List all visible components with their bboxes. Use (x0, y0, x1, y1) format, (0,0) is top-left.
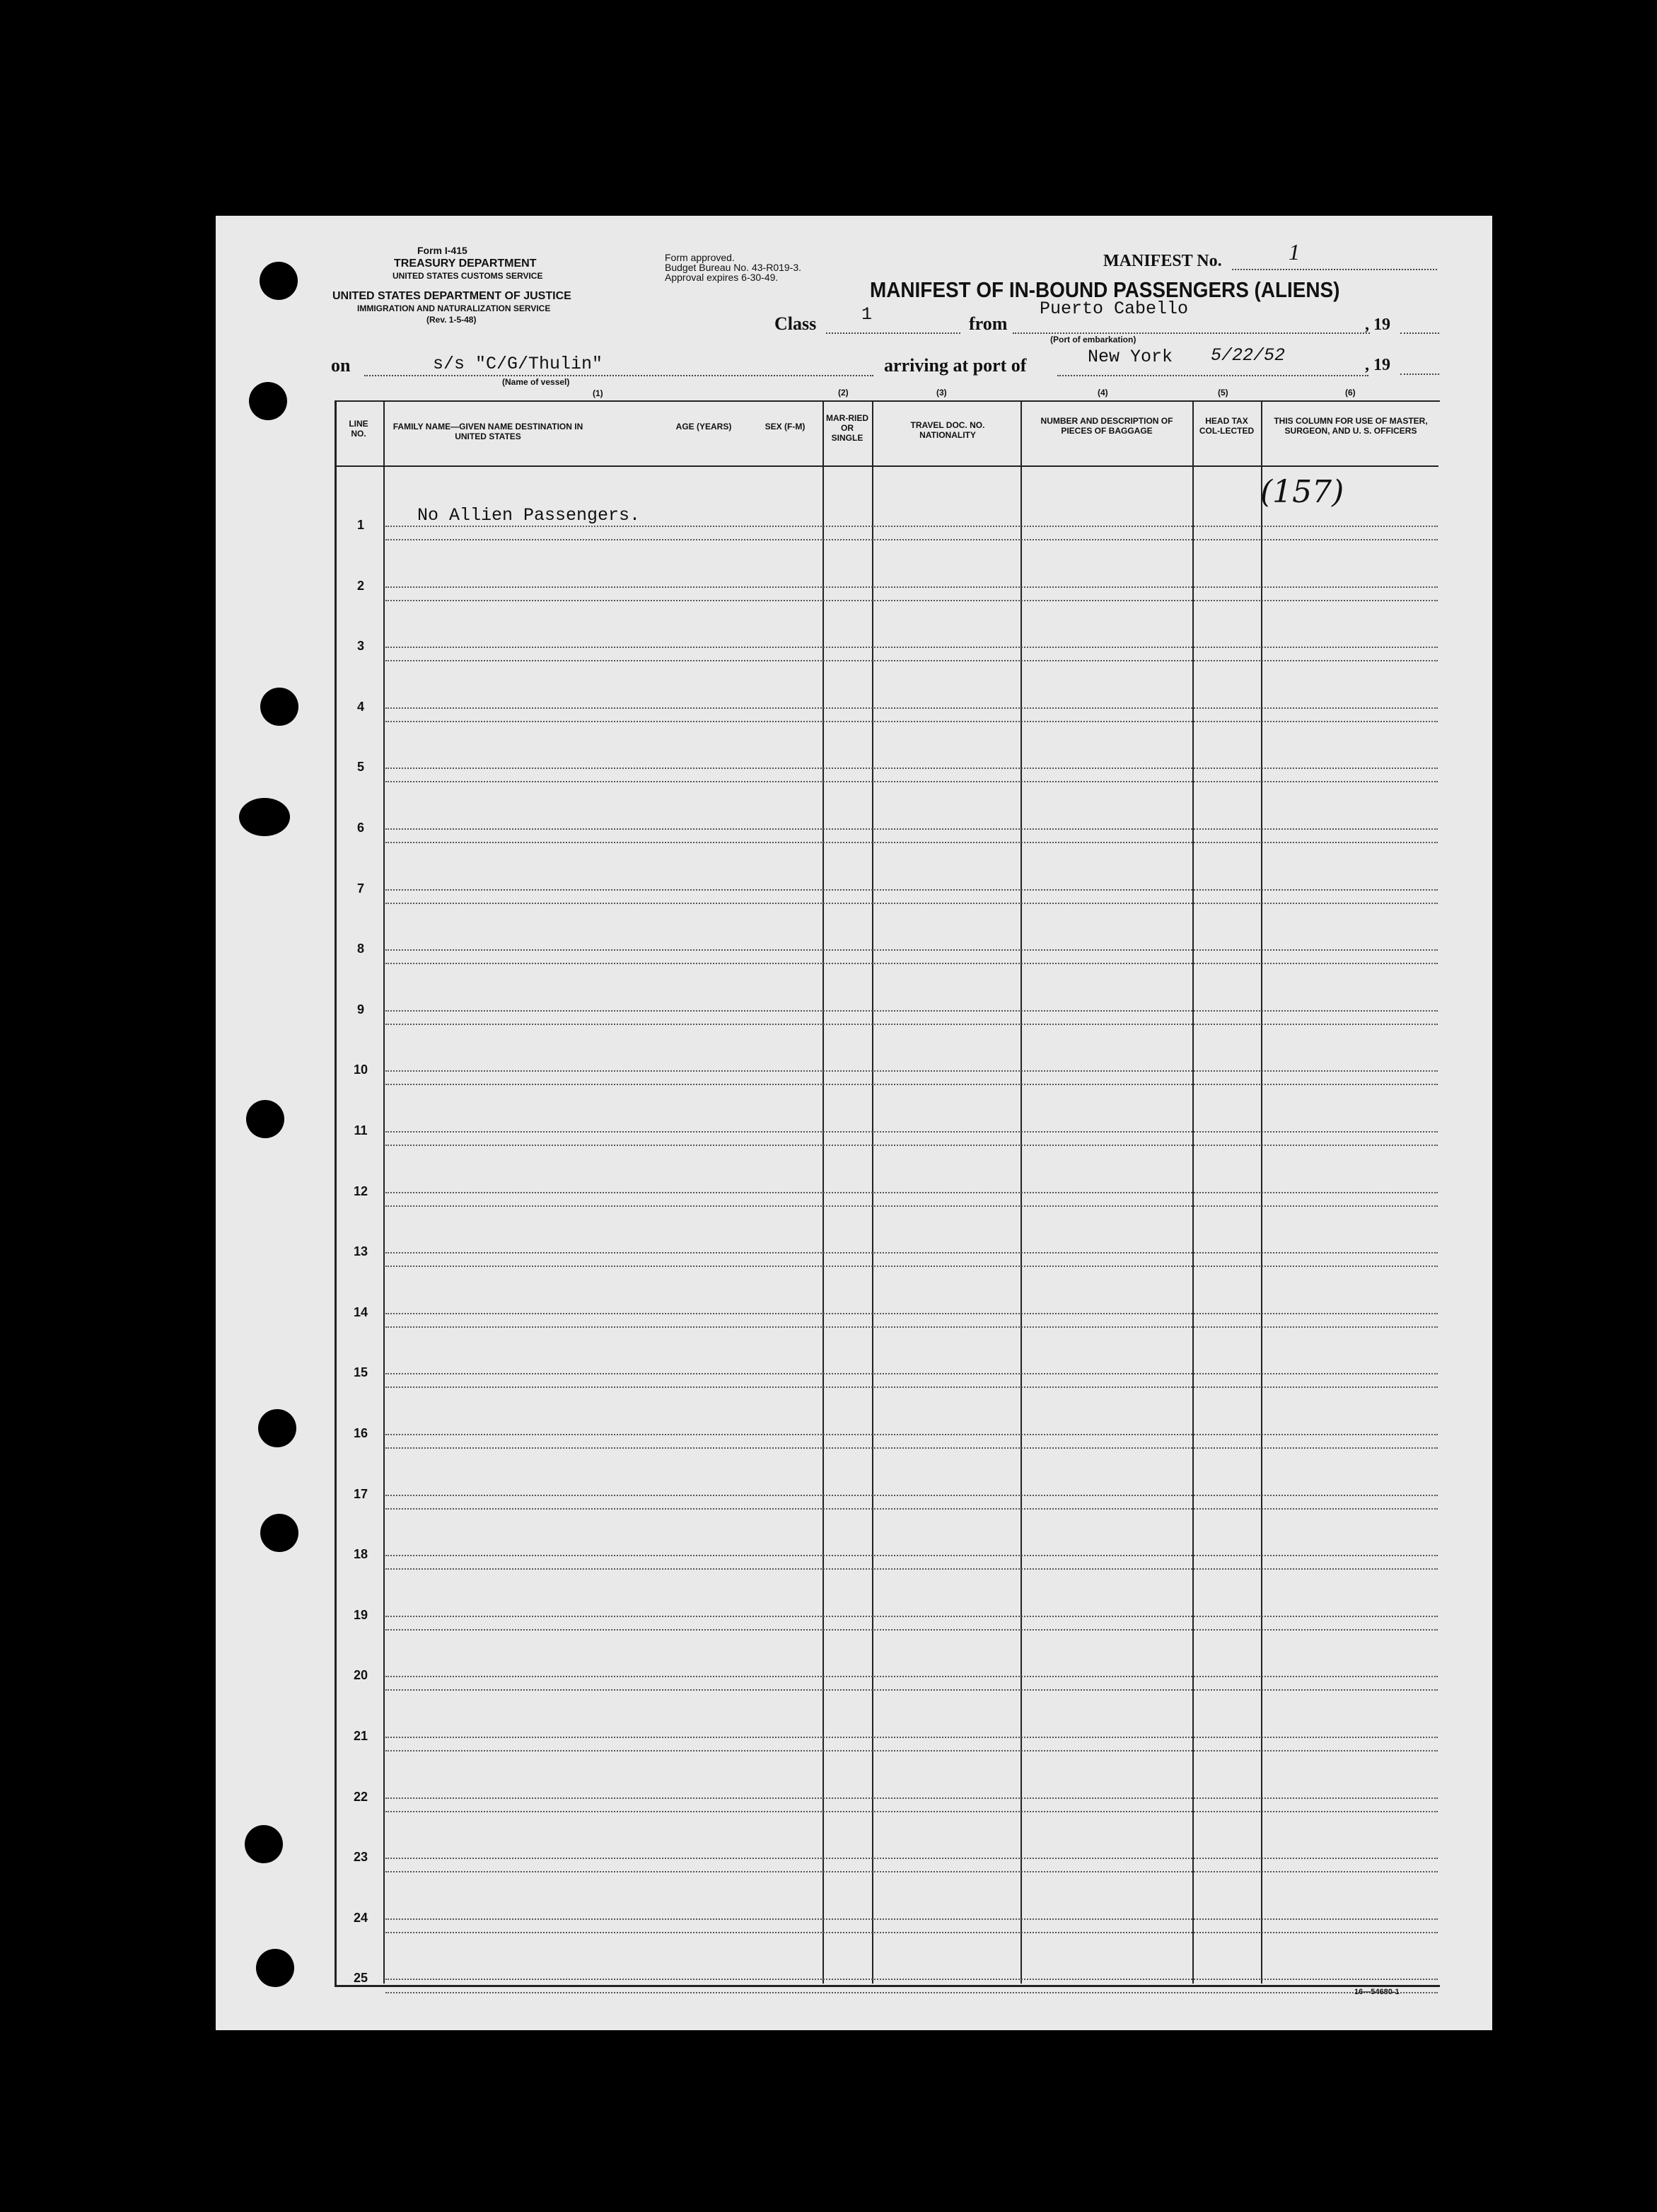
column-number-3: (3) (936, 388, 947, 398)
row-subline (385, 842, 1438, 843)
class-line (826, 332, 960, 334)
binder-hole (260, 1514, 298, 1552)
row-number: 21 (353, 1729, 368, 1743)
row-subline (385, 1326, 1438, 1328)
row-entry: No Allien Passengers. (417, 505, 641, 526)
row-subline (385, 1750, 1438, 1751)
vessel-name: s/s "C/G/Thulin" (433, 354, 603, 374)
row-subline (385, 1386, 1438, 1388)
row-subline (385, 1871, 1438, 1872)
row-number: 20 (353, 1668, 368, 1682)
header-line-no: LINE NO. (349, 419, 368, 439)
arrival-line (1057, 375, 1368, 376)
approval-expiry: Approval expires 6-30-49. (665, 272, 779, 283)
row-number: 3 (356, 639, 364, 653)
row-number: 14 (353, 1305, 368, 1319)
manifest-no-label: MANIFEST No. (1103, 252, 1222, 270)
row-number: 18 (353, 1547, 368, 1561)
row-line (385, 586, 1438, 588)
row-line (385, 1616, 1438, 1617)
row-subline (385, 1266, 1438, 1267)
header-age: AGE (YEARS) (675, 422, 732, 432)
from-value: Puerto Cabello (1040, 299, 1189, 319)
port-embarkation-caption: (Port of embarkation) (1050, 335, 1136, 344)
row-number: 12 (353, 1184, 368, 1198)
vessel-caption: (Name of vessel) (502, 377, 570, 387)
row-number: 10 (353, 1062, 368, 1077)
passenger-table (335, 400, 1440, 1987)
column-number-5: (5) (1218, 388, 1228, 398)
row-subline (385, 600, 1438, 601)
row-number: 9 (356, 1002, 364, 1017)
header-underline (335, 465, 1438, 467)
row-line (385, 1979, 1438, 1980)
manifest-no-line (1232, 269, 1437, 270)
row-line (385, 1131, 1438, 1133)
row-line (385, 1313, 1438, 1314)
row-line (385, 1797, 1438, 1799)
column-number-4: (4) (1098, 388, 1108, 398)
row-number: 16 (353, 1426, 368, 1440)
row-subline (385, 539, 1438, 540)
row-line (385, 1676, 1438, 1677)
year-line-1 (1400, 332, 1439, 334)
vessel-line (364, 375, 873, 376)
row-subline (385, 1084, 1438, 1085)
arrival-date: 5/22/52 (1211, 345, 1286, 366)
binder-hole (258, 1409, 296, 1447)
page-title: MANIFEST OF IN-BOUND PASSENGERS (ALIENS) (870, 277, 1340, 302)
treasury-dept: TREASURY DEPARTMENT (394, 257, 537, 270)
row-subline (385, 903, 1438, 904)
row-number: 22 (353, 1790, 368, 1804)
row-number: 5 (356, 760, 364, 774)
header-sex: SEX (F-M) (764, 422, 806, 432)
column-number-6: (6) (1345, 388, 1356, 398)
binder-hole (260, 688, 298, 726)
row-line (385, 1495, 1438, 1496)
row-subline (385, 1205, 1438, 1207)
row-subline (385, 1629, 1438, 1631)
row-line (385, 1192, 1438, 1193)
ins-service: IMMIGRATION AND NATURALIZATION SERVICE (357, 303, 551, 313)
budget-bureau: Budget Bureau No. 43-R019-3. (665, 262, 802, 273)
row-line (385, 526, 1438, 527)
row-line (385, 828, 1438, 830)
row-subline (385, 1811, 1438, 1812)
row-subline (385, 1508, 1438, 1510)
row-line (385, 889, 1438, 891)
row-number: 7 (356, 881, 364, 896)
binder-hole (245, 1825, 283, 1863)
row-line (385, 768, 1438, 769)
row-subline (385, 1689, 1438, 1691)
binder-hole (246, 1100, 284, 1138)
row-number: 8 (356, 942, 364, 956)
row-subline (385, 660, 1438, 661)
row-line (385, 1918, 1438, 1920)
binder-hole (249, 382, 287, 420)
arriving-label: arriving at port of (884, 355, 1027, 376)
row-line (385, 647, 1438, 648)
class-label: Class (774, 313, 817, 334)
customs-service: UNITED STATES CUSTOMS SERVICE (393, 271, 543, 281)
row-subline (385, 1447, 1438, 1449)
row-number: 23 (353, 1850, 368, 1864)
column-number-2: (2) (838, 388, 849, 398)
row-subline (385, 781, 1438, 782)
row-number: 13 (353, 1244, 368, 1258)
row-subline (385, 1024, 1438, 1025)
year-field-2: , 19 (1365, 356, 1390, 374)
row-number: 11 (354, 1123, 368, 1137)
row-number: 2 (356, 579, 364, 593)
row-number: 17 (353, 1487, 368, 1501)
year-line-2 (1400, 374, 1439, 375)
row-subline (385, 721, 1438, 722)
header-baggage: NUMBER AND DESCRIPTION OF PIECES OF BAGGAGE (1040, 416, 1173, 436)
binder-hole (260, 262, 298, 300)
on-label: on (331, 355, 351, 376)
row-line (385, 1434, 1438, 1435)
row-line (385, 707, 1438, 709)
header-married: MAR-RIED OR SINGLE (826, 413, 868, 443)
row-line (385, 1858, 1438, 1859)
header-name-destination: FAMILY NAME—GIVEN NAME DESTINATION IN UNITED STATES (393, 422, 583, 441)
row-line (385, 1555, 1438, 1556)
arrival-port: New York (1088, 347, 1173, 367)
row-subline (385, 1932, 1438, 1933)
row-number: 25 (353, 1971, 368, 1985)
col-divider (383, 400, 385, 1984)
form-approved: Form approved. (665, 252, 735, 263)
manifest-no-value: 1 (1289, 239, 1300, 265)
binder-hole (239, 798, 290, 836)
handwritten-annotation: (157) (1260, 474, 1344, 510)
header-officers: THIS COLUMN FOR USE OF MASTER, SURGEON, AND U. S. OFFICERS (1274, 416, 1428, 436)
year-field-1: , 19 (1365, 315, 1390, 334)
row-number: 19 (353, 1608, 368, 1622)
row-line (385, 1010, 1438, 1012)
form-number: Form I-415 (417, 245, 467, 256)
footer-code: 16—54680-1 (1354, 1988, 1400, 1996)
row-line (385, 1737, 1438, 1738)
header-head-tax: HEAD TAX COL-LECTED (1199, 416, 1255, 436)
row-line (385, 1252, 1438, 1253)
class-value: 1 (861, 304, 873, 325)
row-subline (385, 1992, 1438, 1993)
row-line (385, 1373, 1438, 1374)
row-number: 24 (353, 1911, 368, 1925)
row-line (385, 949, 1438, 951)
column-number-1: (1) (593, 388, 603, 398)
row-subline (385, 963, 1438, 964)
row-subline (385, 1568, 1438, 1570)
header-travel-doc: TRAVEL DOC. NO. NATIONALITY (910, 420, 985, 440)
row-subline (385, 1145, 1438, 1146)
row-number: 15 (353, 1365, 368, 1379)
row-number: 6 (356, 821, 364, 835)
row-line (385, 1070, 1438, 1072)
revision: (Rev. 1-5-48) (426, 315, 477, 325)
from-label: from (969, 313, 1008, 334)
binder-hole (256, 1949, 294, 1987)
row-number: 1 (356, 518, 364, 532)
row-number: 4 (356, 700, 364, 714)
justice-dept: UNITED STATES DEPARTMENT OF JUSTICE (332, 290, 571, 302)
